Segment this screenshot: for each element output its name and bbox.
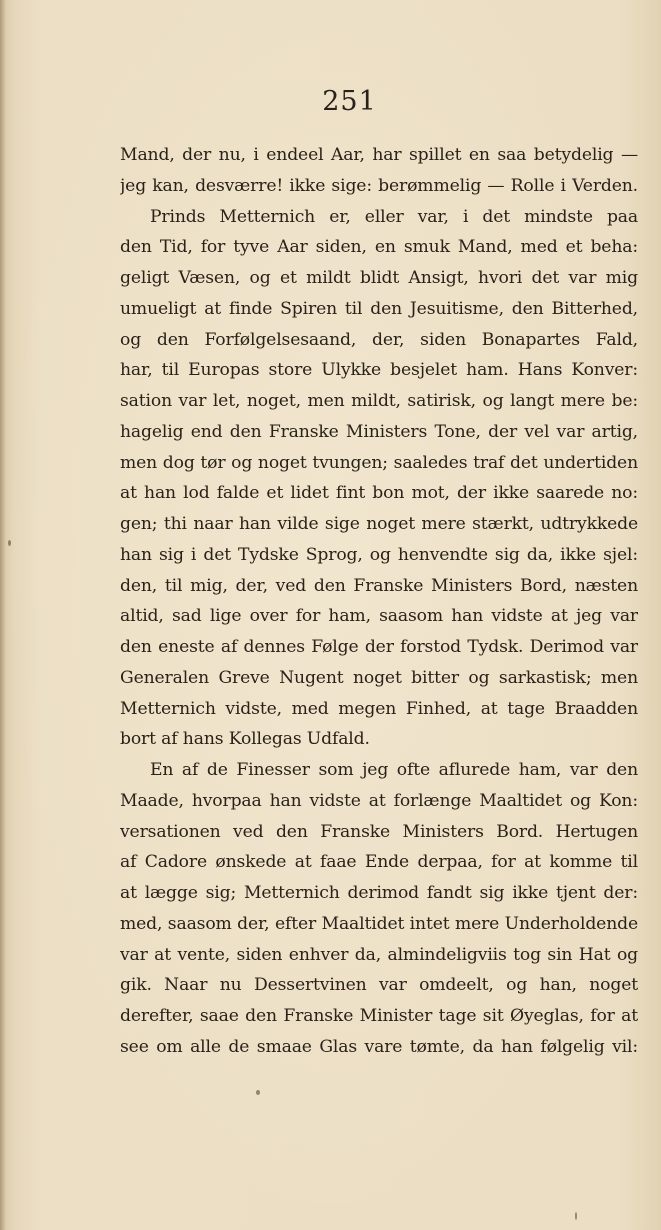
page-edge-shadow: [0, 0, 6, 1230]
text-line: var at vente, siden enhver da, almindeligviis tog sin Hat og: [120, 944, 638, 965]
body-text: [120, 140, 638, 1063]
page-number: 251: [322, 86, 377, 117]
text-line: see om alle de smaae Glas vare tømte, da han følgelig vil:: [120, 1036, 638, 1057]
text-line: men dog tør og noget tvungen; saaledes traf det undertiden: [120, 452, 638, 473]
text-line: versationen ved den Franske Ministers Bord. Hertugen: [120, 821, 638, 842]
text-line: den Tid, for tyve Aar siden, en smuk Mand, med et beha:: [120, 237, 638, 258]
text-line: han sig i det Tydske Sprog, og henvendte sig da, ikke sjel:: [120, 544, 638, 565]
text-line: derefter, saae den Franske Minister tage sit Øyeglas, for at: [120, 1006, 638, 1026]
text-line: Metternich vidste, med megen Finhed, at tage Braadden: [120, 698, 638, 719]
paragraph-start-line: En af de Finesser som jeg ofte aflurede ham, var den: [150, 760, 638, 780]
text-line: Maade, hvorpaa han vidste at forlænge Maaltidet og Kon:: [120, 790, 638, 811]
text-line: hagelig end den Franske Ministers Tone, der vel var artig,: [120, 421, 638, 442]
text-line: altid, sad lige over for ham, saasom han vidste at jeg var: [120, 606, 638, 627]
text-line: af Cadore ønskede at faae Ende derpaa, for at komme til: [120, 852, 638, 873]
text-line: den eneste af dennes Følge der forstod Tydsk. Derimod var: [120, 637, 638, 657]
paragraph-start-line: Prinds Metternich er, eller var, i det mindste paa: [150, 206, 638, 227]
paper-speck: [8, 540, 11, 546]
text-line: med, saasom der, efter Maaltidet intet mere Underholdende: [120, 913, 638, 934]
text-line: gik. Naar nu Dessertvinen var omdeelt, og han, noget: [120, 975, 638, 996]
text-line: har, til Europas store Ulykke besjelet ham. Hans Konver:: [120, 360, 638, 381]
paper-speck: [256, 1090, 260, 1095]
text-line: at lægge sig; Metternich derimod fandt sig ikke tjent der:: [120, 883, 638, 903]
text-line: sation var let, noget, men mildt, satirisk, og langt mere be:: [120, 391, 638, 411]
text-line: Generalen Greve Nugent noget bitter og sarkastisk; men: [120, 667, 638, 688]
text-line: og den Forfølgelsesaand, der, siden Bonapartes Fald,: [120, 329, 638, 350]
paragraph-end-line: bort af hans Kollegas Udfald.: [120, 729, 370, 750]
text-line: at han lod falde et lidet fint bon mot, der ikke saarede no:: [120, 483, 638, 504]
text-line: gen; thi naar han vilde sige noget mere stærkt, udtrykkede: [120, 514, 638, 534]
text-line: Mand, der nu, i endeel Aar, har spillet en saa betydelig —: [120, 145, 638, 165]
text-line: jeg kan, desværre! ikke sige: berømmelig — Rolle i Verden.: [120, 175, 638, 196]
text-line: geligt Væsen, og et mildt blidt Ansigt, hvori det var mig: [120, 268, 638, 288]
text-line: umueligt at finde Spiren til den Jesuitisme, den Bitterhed,: [120, 298, 638, 319]
paper-speck: [575, 1212, 577, 1220]
text-line: den, til mig, der, ved den Franske Ministers Bord, næsten: [120, 575, 638, 596]
